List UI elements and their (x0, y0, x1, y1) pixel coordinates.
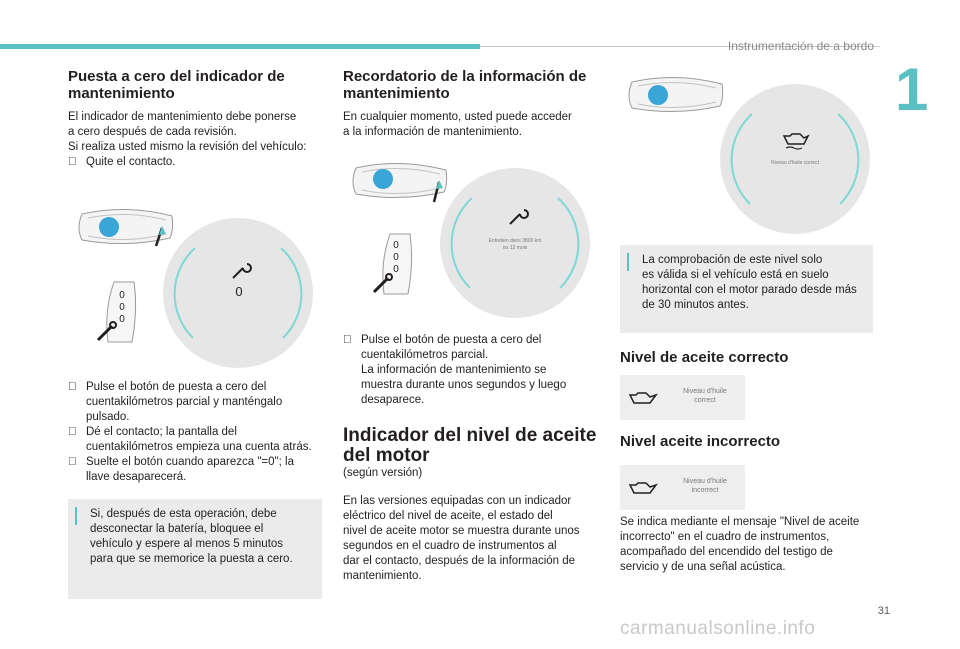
col2-step: Pulse el botón de puesta a cero del cuentakilómetros parcial. La información de mantenimiento se muestra durante unos segundos y luego desaparece. (361, 334, 567, 406)
oil-bad-screen: Niveau d'huile incorrect (620, 465, 745, 510)
counter-digit: 0 (393, 264, 399, 275)
trip-stalk-illustration (626, 74, 726, 122)
header-accent-bar (0, 44, 480, 49)
counter-panel (94, 280, 138, 348)
trip-stalk-illustration (76, 206, 176, 254)
page-number: 31 (877, 605, 890, 617)
dial-message: Entretien dans 3800 km (488, 238, 542, 244)
dial-message: Niveau d'huile correct (771, 160, 819, 166)
reset-button-icon (648, 85, 668, 105)
section-title: Instrumentación de a bordo (727, 39, 874, 53)
note-marker (627, 253, 629, 271)
counter-panel (370, 232, 414, 300)
instrument-dial (440, 168, 590, 318)
col2-title: Recordatorio de la información de mantenimiento (343, 68, 587, 102)
counter-digit: 0 (393, 240, 399, 251)
chapter-number: 1 (895, 56, 929, 123)
dial-message: ou 12 mois (502, 245, 528, 251)
oil-ok-screen: Niveau d'huile correct (620, 375, 745, 420)
col3-note: La comprobación de este nivel solo es válida si el vehículo está en suelo horizontal con el motor parado desde más de 30 minutos antes. (620, 245, 873, 333)
instrument-dial (163, 218, 313, 368)
col1-steps: Pulse el botón de puesta a cero del cuentakilómetros parcial y manténgalo pulsado. Dé el contacto; la pantalla del cuentakilómetros empieza una cuenta atrás. Suelte el botón cuando aparezca "=0"; la llave desaparecerá. (86, 381, 312, 483)
counter-digit: 0 (393, 252, 399, 263)
oil-can-icon (628, 477, 664, 501)
dial-value: 0 (235, 284, 243, 299)
trip-stalk-illustration (350, 160, 450, 208)
oil-level-body: En las versiones equipadas con un indicador eléctrico del nivel de aceite, el estado del nivel de aceite motor se muestra durante unos segundos en el cuadro de instrumentos al dar el contacto, después de la información de mantenimiento. (343, 495, 580, 582)
counter-digit: 0 (119, 314, 125, 325)
oil-bad-title: Nivel aceite incorrecto (620, 433, 781, 450)
counter-digit: 0 (119, 302, 125, 313)
instrument-dial (720, 84, 870, 234)
wrench-icon (510, 210, 528, 224)
col1-note: Si, después de esta operación, debe desconectar la batería, bloquee el vehículo y espere al menos 5 minutos para que se memorice la puesta a cero. (68, 499, 322, 599)
oil-can-icon (784, 134, 808, 149)
note-marker (75, 507, 77, 525)
oil-ok-title: Nivel de aceite correcto (620, 349, 789, 366)
col1-intro: El indicador de mantenimiento debe ponerse a cero después de cada revisión. Si realiza usted mismo la revisión del vehículo: Quite el contacto. (68, 111, 307, 168)
col1-title: Puesta a cero del indicador de mantenimiento (68, 68, 285, 102)
oil-bad-body: Se indica mediante el mensaje "Nivel de aceite incorrecto" en el cuadro de instrumentos, acompañado del encendido del testigo de servicio y de una señal acústica. (620, 516, 860, 573)
counter-digit: 0 (119, 290, 125, 301)
reset-button-icon (99, 217, 119, 237)
oil-can-icon (628, 387, 664, 411)
wrench-icon (233, 264, 251, 278)
reset-button-icon (373, 169, 393, 189)
watermark: carmanualsonline.info (620, 618, 816, 639)
oil-level-subtitle: (según versión) (343, 467, 423, 479)
col2-intro: En cualquier momento, usted puede acceder a la información de mantenimiento. (343, 111, 572, 138)
oil-level-title: Indicador del nivel de aceite del motor (343, 425, 597, 466)
